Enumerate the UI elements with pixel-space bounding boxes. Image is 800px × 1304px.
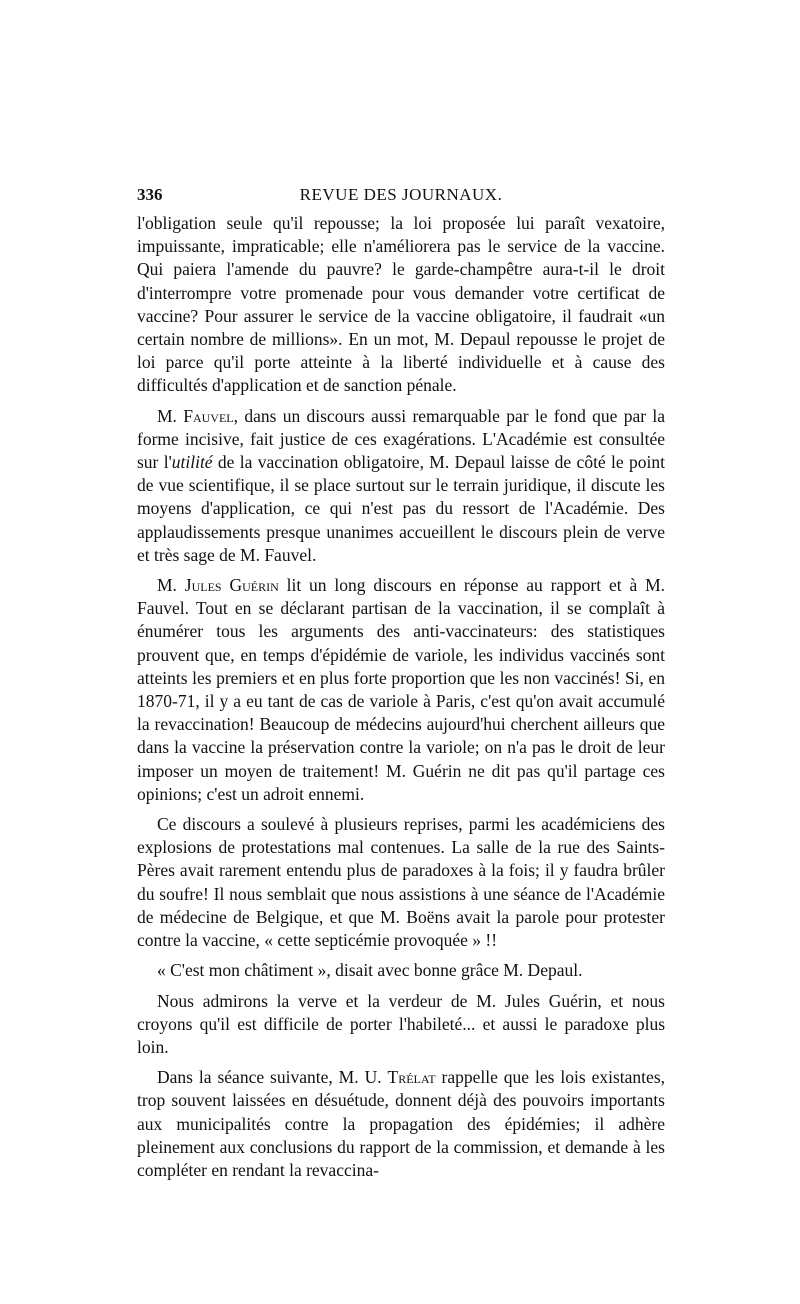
paragraph-fauvel	[137, 405, 665, 567]
paragraph-text: Nous admirons la verve et la verdeur de M. Jules Guérin, et nous croyons qu'il est difficile de porter l'habileté... et aussi le paradoxe plus loin.	[137, 990, 665, 1057]
paragraph-chatiment	[137, 959, 665, 982]
paragraph-text: Dans la séance suivante, M. U.	[157, 1067, 388, 1088]
speaker-name: M. Fauvel,	[157, 405, 239, 426]
paragraph-text: Ce discours a soulevé à plusieurs reprises, parmi les académiciens des explosions de protestations mal contenues. La salle de la rue des Saints-Pères avait rarement entendu plus de paradoxes à la fois; il y faudra brûler du soufre! Il nous semblait que nous assistions à une séance de l'Académie de médecine de Belgique, et que M. Boëns avait la parole pour protester contre la vaccine, « cette septicémie provoquée » !!	[137, 814, 665, 951]
paragraph-protestations	[137, 813, 665, 952]
paragraph-trelat	[137, 1066, 665, 1182]
running-title: REVUE DES JOURNAUX.	[299, 185, 503, 204]
paragraph-text: rappelle que les lois existantes, trop souvent laissées en désuétude, donnent déjà des pouvoirs importants aux municipalités contre la propagation des épidémies; il adhère pleinement aux conclusions du rapport de la commission, et demande à les compléter en rendant la revaccina-	[137, 1067, 666, 1180]
paragraph-text: « C'est mon châtiment », disait avec bonne grâce M. Depaul.	[157, 960, 583, 981]
paragraph-guerin	[137, 574, 665, 806]
paragraph-depaul-conclusion	[137, 212, 665, 398]
paragraph-text: l'obligation seule qu'il repousse; la loi proposée lui paraît vexatoire, impuissante, impraticable; elle n'améliorera pas le service de la vaccine. Qui paiera l'amende du pauvre? le garde-champêtre aura-t-il le droit d'interrompre votre promenade pour vous demander votre certificat de vaccine? Pour assurer le service de la vaccine obligatoire, il faudrait «un certain nombre de millions». En un mot, M. Depaul repousse le projet de loi parce qu'il porte atteinte à la liberté individuelle et à cause des difficultés d'application et de sanction pénale.	[137, 213, 665, 396]
paragraph-text: dans un discours aussi remarquable par le fond que par la forme incisive, fait justice de ces exagérations. L'Académie est consultée sur l'	[137, 405, 666, 473]
article-body	[137, 212, 665, 1189]
page-number: 336	[137, 185, 163, 204]
speaker-name: M. Jules Guérin	[157, 575, 279, 596]
emphasis-text: utilité	[171, 452, 213, 473]
paragraph-text: de la vaccination obligatoire, M. Depaul laisse de côté le point de vue scientifique, il se place surtout sur le terrain juridique, il discute les moyens d'application, ce qui n'est pas du ressort de l'Académie. Des applaudissements presque unanimes accueillent le discours plein de verve et très sage de M. Fauvel.	[137, 452, 665, 565]
paragraph-admiration	[137, 990, 665, 1060]
page-header	[137, 185, 665, 211]
paragraph-text: lit un long discours en réponse au rapport et à M. Fauvel. Tout en se déclarant partisan de la vaccination, il se complaît à énumérer tous les arguments des anti-vaccinateurs: des statistiques prouvent que, en temps d'épidémie de variole, les individus vaccinés sont atteints les premiers et en plus forte proportion que les non vaccinés! Si, en 1870-71, il y a eu tant de cas de variole à Paris, c'est qu'on avait accumulé la revaccination! Beaucoup de médecins aujourd'hui cherchent ailleurs que dans la vaccine la préservation contre la variole; on n'a pas le droit de leur imposer un moyen de traitement! M. Guérin ne dit pas qu'il partage ces opinions; c'est un adroit ennemi.	[137, 575, 666, 804]
speaker-name: Trélat	[387, 1067, 436, 1088]
